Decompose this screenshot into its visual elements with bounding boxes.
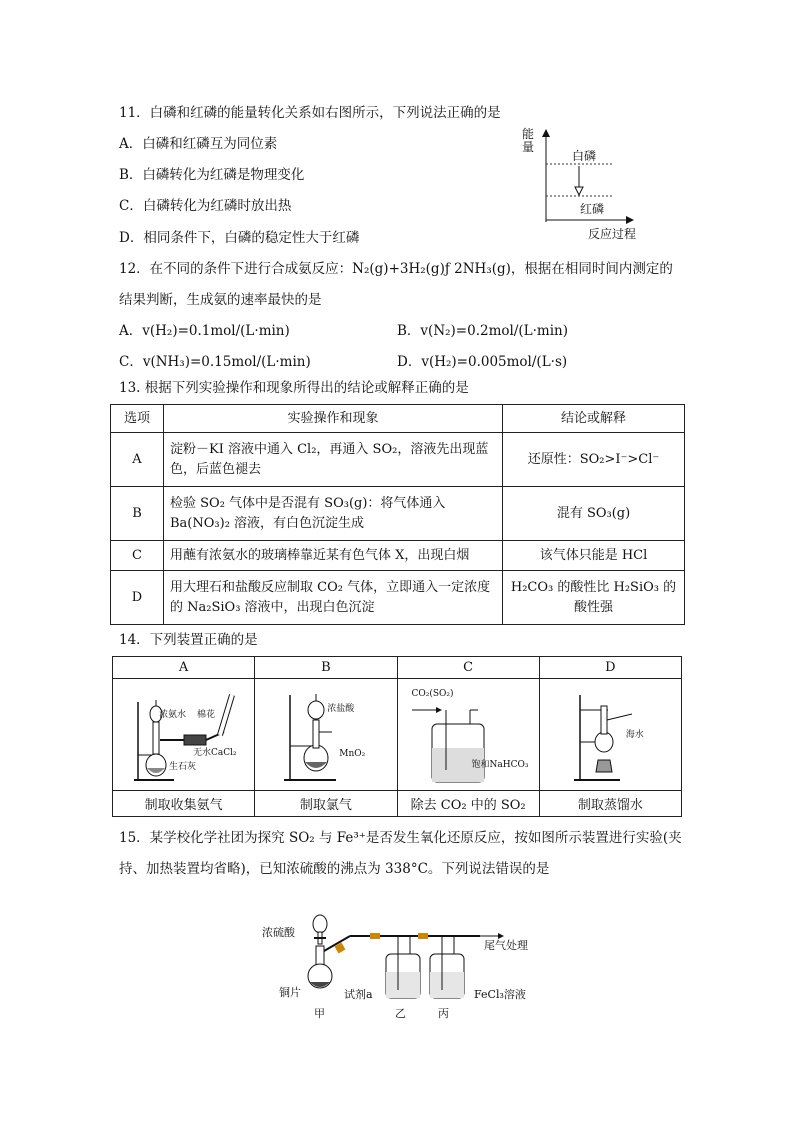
q13-row-d-option: D [111,571,164,625]
q14-header-b: B [255,657,397,679]
q11-stem: 11．白磷和红磷的能量转化关系如右图所示，下列说法正确的是 [119,105,501,121]
q12-stem-line2: 结果判断，生成氨的速率最快的是 [119,292,322,308]
q13-row-d-conclusion: H₂CO₃ 的酸性比 H₂SiO₃ 的酸性强 [503,571,685,625]
q14-table [112,656,682,817]
q13-row-c-option: C [111,541,164,571]
q15-label-jia: 甲 [314,1007,325,1020]
q12-option-b: B．v(N₂)=0.2mol/(L·min) [397,323,568,339]
q14-label-co2: CO₂(SO₂) [411,689,454,699]
q14-label-mno2: MnO₂ [339,749,366,759]
q13-row-d-operation: 用大理石和盐酸反应制取 CO₂ 气体，立即通入一定浓度的 Na₂SiO₃ 溶液中，出现白色沉淀 [164,571,503,625]
q13-table [110,404,685,625]
q14-header-c: C [397,657,539,679]
q11-energy-diagram [520,125,650,240]
q14-stem: 14．下列装置正确的是 [119,632,258,648]
q14-label-seawater: 海水 [625,730,644,740]
q14-label-ammonia: 浓氨水 [159,710,187,720]
q13-row-c-conclusion: 该气体只能是 HCl [503,541,685,571]
q14-caption-a: 制取收集氨气 [113,791,255,817]
q13-row-b-conclusion: 混有 SO₃(g) [503,487,685,541]
q12-option-c: C．v(NH₃)=0.15mol/(L·min) [119,354,311,370]
q15-label-reagent: 试剂a [344,988,373,1001]
q11-option-c: C．白磷转化为红磷时放出热 [119,198,292,214]
q13-row-a-conclusion: 还原性：SO₂>I⁻>Cl⁻ [503,433,685,487]
q13-header-operation: 实验操作和现象 [164,405,503,433]
q13-header-conclusion: 结论或解释 [503,405,685,433]
q12-option-d: D．v(H₂)=0.005mol/(L·s) [397,354,568,370]
q13-row-a-operation: 淀粉－KI 溶液中通入 Cl₂，再通入 SO₂，溶液先出现蓝色，后蓝色褪去 [164,433,503,487]
q11-option-d: D．相同条件下，白磷的稳定性大于红磷 [119,230,360,246]
q11-option-a: A．白磷和红磷互为同位素 [119,136,278,152]
q15-label-acid: 浓硫酸 [262,926,295,939]
q14-label-nahco3: 饱和NaHCO₃ [471,760,529,770]
q15-stem-line2: 持、加热装置均省略)，已知浓硫酸的沸点为 338°C。下列说法错误的是 [119,861,550,877]
q13-header-option: 选项 [111,405,164,433]
q13-stem: 13. 根据下列实验操作和现象所得出的结论或解释正确的是 [119,380,469,396]
q15-stem-line1: 15．某学校化学社团为探究 SO₂ 与 Fe³⁺是否发生氧化还原反应，按如图所示装置进行实验(夹 [119,830,682,846]
q13-row-a-option: A [111,433,164,487]
q14-label-cotton: 棉花 [197,710,216,720]
q14-header-a: A [113,657,255,679]
q11-top-level-label: 白磷 [572,149,597,163]
q15-label-fecl3: FeCl₃溶液 [474,988,526,1001]
q14-caption-c: 除去 CO₂ 中的 SO₂ [397,791,539,817]
q14-label-cacl2: 无水CaCl₂ [193,748,237,758]
q11-x-label: 反应过程 [588,227,637,241]
q14-caption-d: 制取蒸馏水 [539,791,681,817]
q13-row-b-operation: 检验 SO₂ 气体中是否混有 SO₃(g)：将气体通入 Ba(NO₃)₂ 溶液，有白色沉淀生成 [164,487,503,541]
q15-label-bing: 丙 [438,1007,449,1020]
q14-figure-a [113,679,255,791]
q14-figure-c [397,679,539,791]
q14-caption-b: 制取氯气 [255,791,397,817]
q15-label-tail: 尾气处理 [484,939,528,952]
q11-y-label: 能量 [522,127,535,154]
q12-stem-line1: 12．在不同的条件下进行合成氨反应：N₂(g)+3H₂(g)ƒ 2NH₃(g)，根据在相同时间内测定的 [119,261,673,277]
q15-label-yi: 乙 [395,1007,406,1020]
q13-row-c-operation: 用蘸有浓氨水的玻璃棒靠近某有色气体 X，出现白烟 [164,541,503,571]
q13-row-b-option: B [111,487,164,541]
q11-bottom-level-label: 红磷 [580,202,605,216]
q14-label-quicklime: 生石灰 [169,762,197,772]
q14-figure-b [255,679,397,791]
q14-figure-d [539,679,681,791]
q15-label-copper: 铜片 [279,986,301,999]
q14-header-d: D [539,657,681,679]
q11-option-b: B．白磷转化为红磷是物理变化 [119,167,305,183]
q14-label-hcl: 浓盐酸 [327,704,355,714]
q12-option-a: A．v(H₂)=0.1mol/(L·min) [119,323,290,339]
